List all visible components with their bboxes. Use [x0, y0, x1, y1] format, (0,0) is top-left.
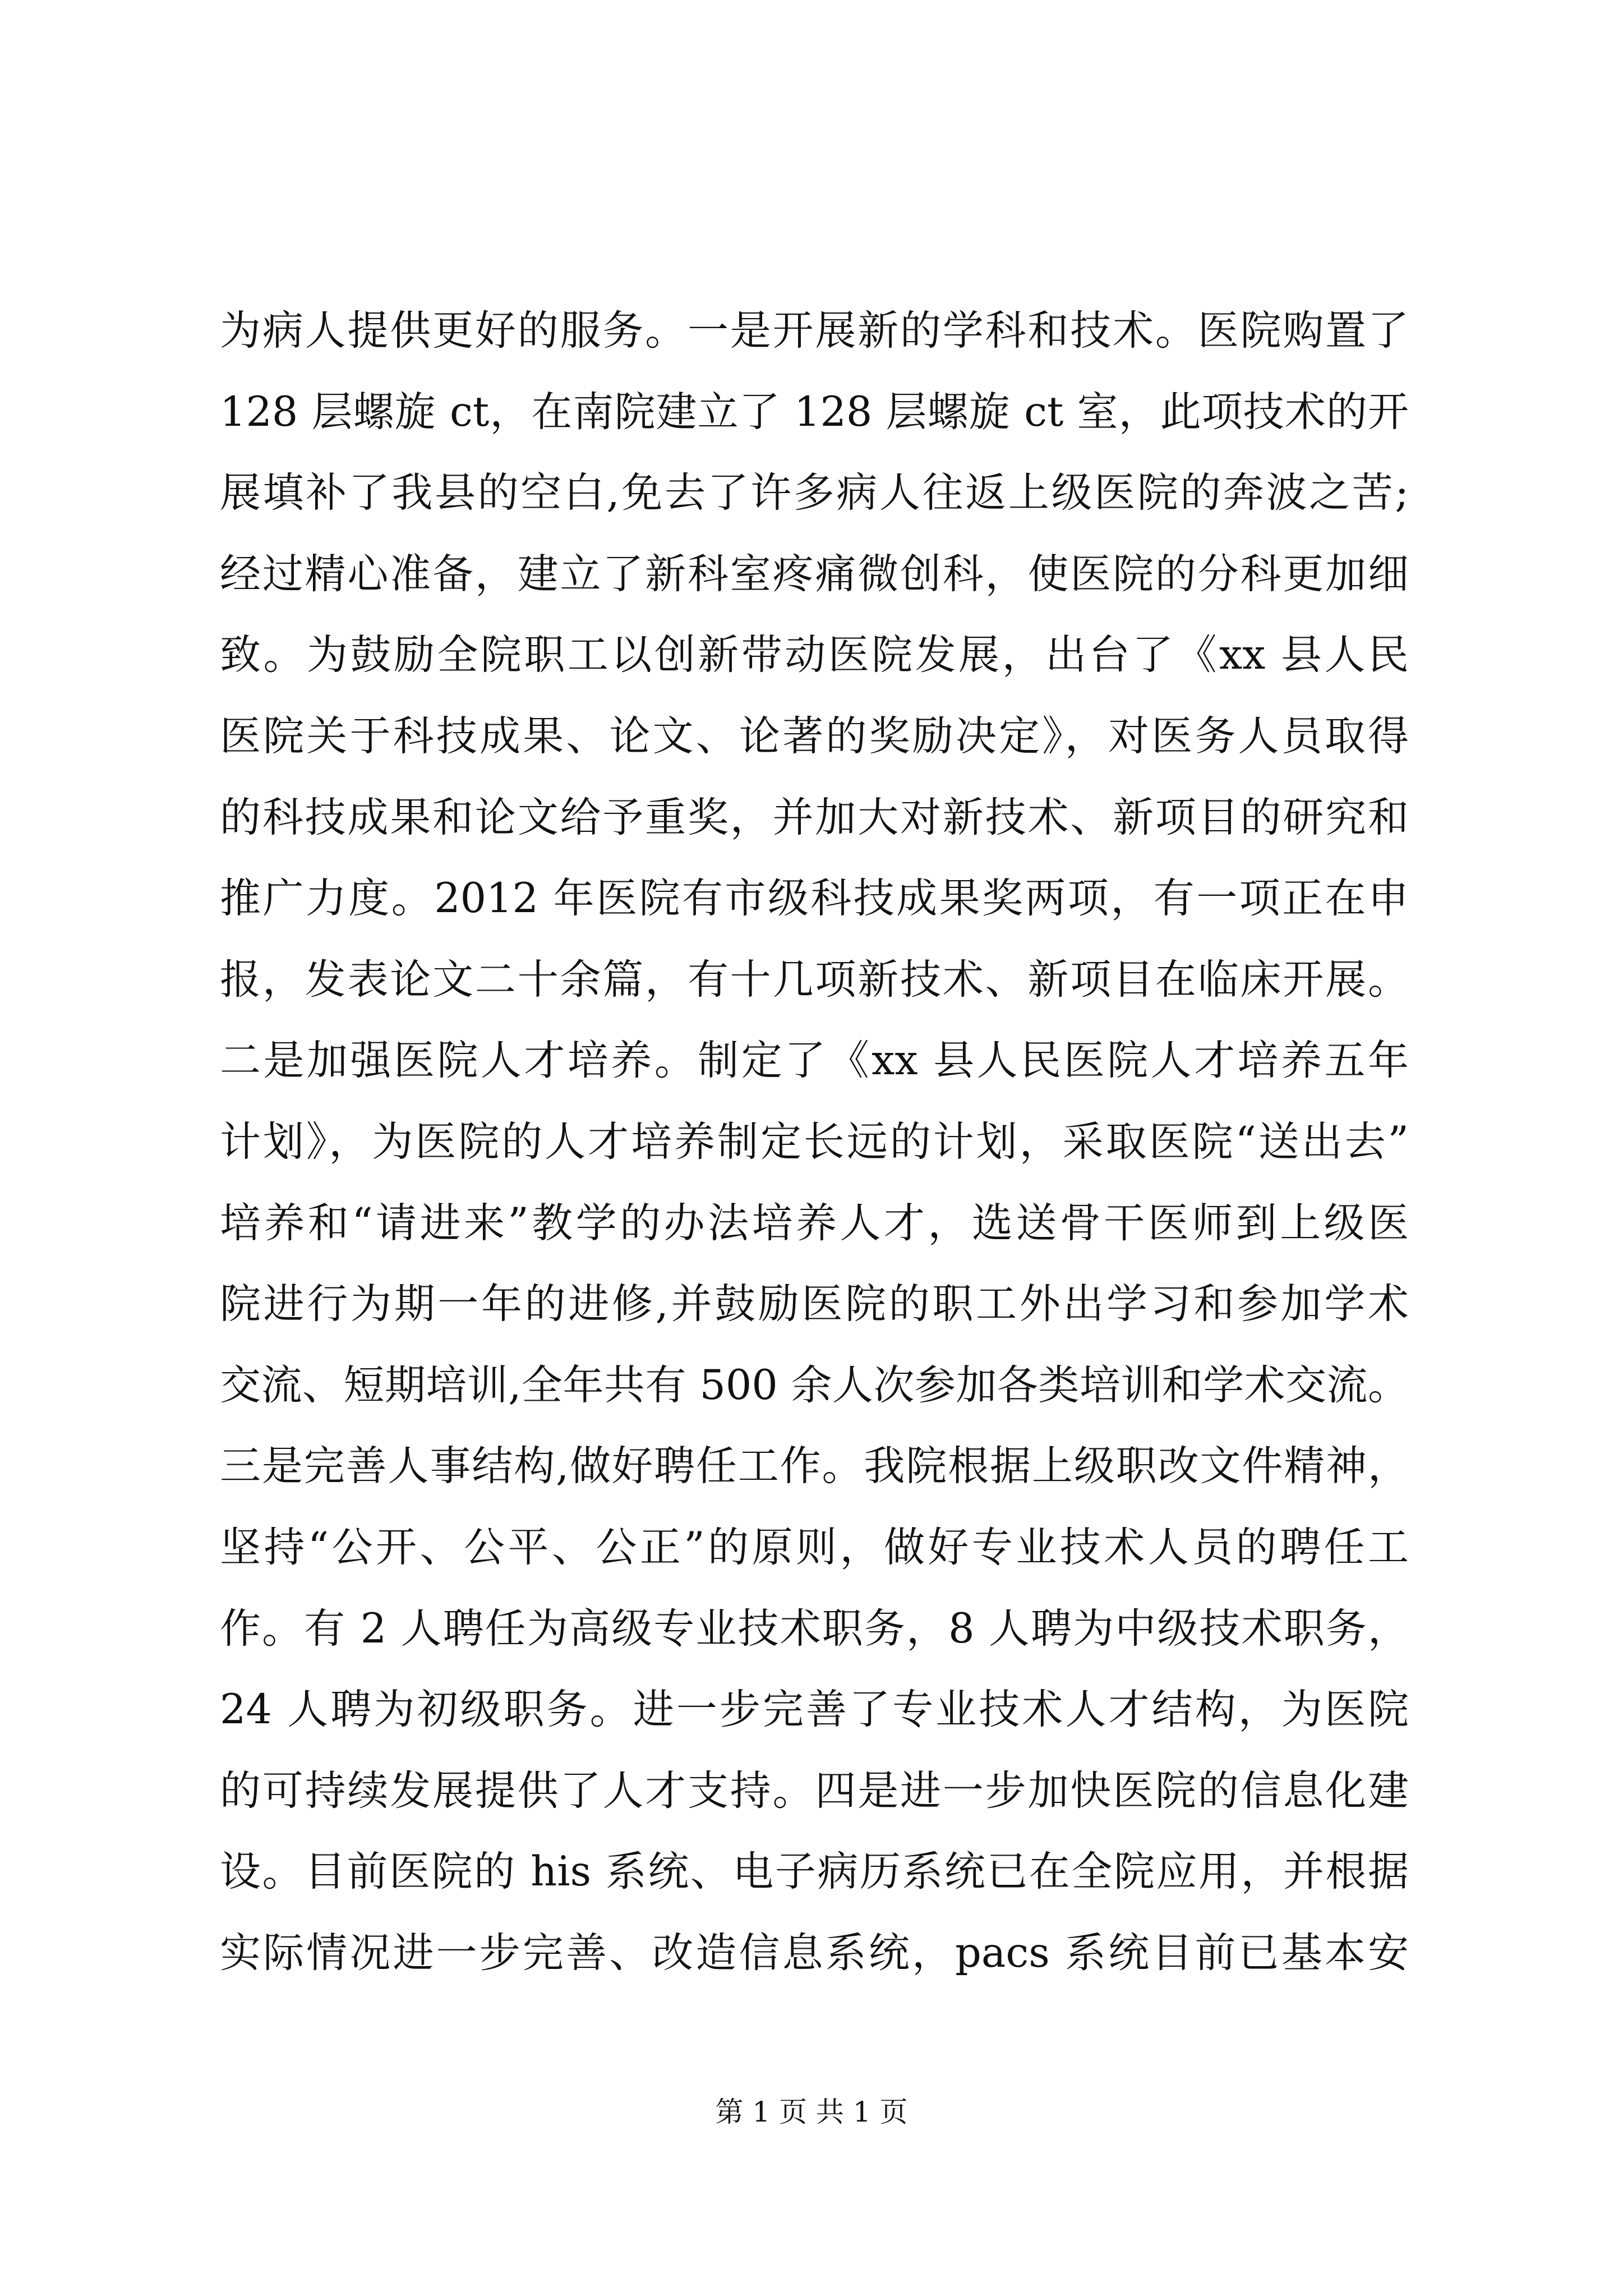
text-line: 128 层螺旋 ct，在南院建立了 128 层螺旋 ct 室，此项技术的开: [220, 388, 1409, 436]
text-line: 医院关于科技成果、论文、论著的奖励决定》，对医务人员取得: [220, 712, 1409, 760]
text-line: 培养和“请进来”教学的办法培养人才，选送骨干医师到上级医: [220, 1199, 1409, 1247]
text-line: 展填补了我县的空白,免去了许多病人往返上级医院的奔波之苦;: [220, 469, 1409, 517]
text-line: 24 人聘为初级职务。进一步完善了专业技术人才结构，为医院: [220, 1686, 1409, 1734]
text-line: 的科技成果和论文给予重奖，并加大对新技术、新项目的研究和: [220, 793, 1409, 841]
text-line: 致。为鼓励全院职工以创新带动医院发展，出台了《xx 县人民: [220, 631, 1409, 679]
text-line: 报，发表论文二十余篇，有十几项新技术、新项目在临床开展。: [220, 955, 1409, 1004]
text-line: 设。目前医院的 his 系统、电子病历系统已在全院应用，并根据: [220, 1848, 1409, 1896]
text-line: 实际情况进一步完善、改造信息系统，pacs 系统目前已基本安: [220, 1929, 1409, 1977]
text-line: 为病人提供更好的服务。一是开展新的学科和技术。医院购置了: [220, 307, 1409, 355]
text-line: 作。有 2 人聘任为高级专业技术职务，8 人聘为中级技术职务，: [220, 1604, 1409, 1653]
text-line: 推广力度。2012 年医院有市级科技成果奖两项，有一项正在申: [220, 875, 1409, 923]
text-line: 院进行为期一年的进修,并鼓励医院的职工外出学习和参加学术: [220, 1280, 1409, 1328]
page-number-footer: 第 1 页 共 1 页: [715, 2096, 908, 2128]
body-text: [220, 291, 1409, 1994]
text-line: 三是完善人事结构,做好聘任工作。我院根据上级职改文件精神，: [220, 1442, 1409, 1490]
text-line: 坚持“公开、公平、公正”的原则，做好专业技术人员的聘任工: [220, 1523, 1409, 1571]
text-line: 计划》，为医院的人才培养制定长远的计划，采取医院“送出去”: [220, 1117, 1409, 1166]
text-line: 经过精心准备，建立了新科室疼痛微创科，使医院的分科更加细: [220, 550, 1409, 598]
text-line: 二是加强医院人才培养。制定了《xx 县人民医院人才培养五年: [220, 1037, 1409, 1085]
text-line: 交流、短期培训,全年共有 500 余人次参加各类培训和学术交流。: [220, 1361, 1409, 1409]
text-line: 的可持续发展提供了人才支持。四是进一步加快医院的信息化建: [220, 1766, 1409, 1815]
